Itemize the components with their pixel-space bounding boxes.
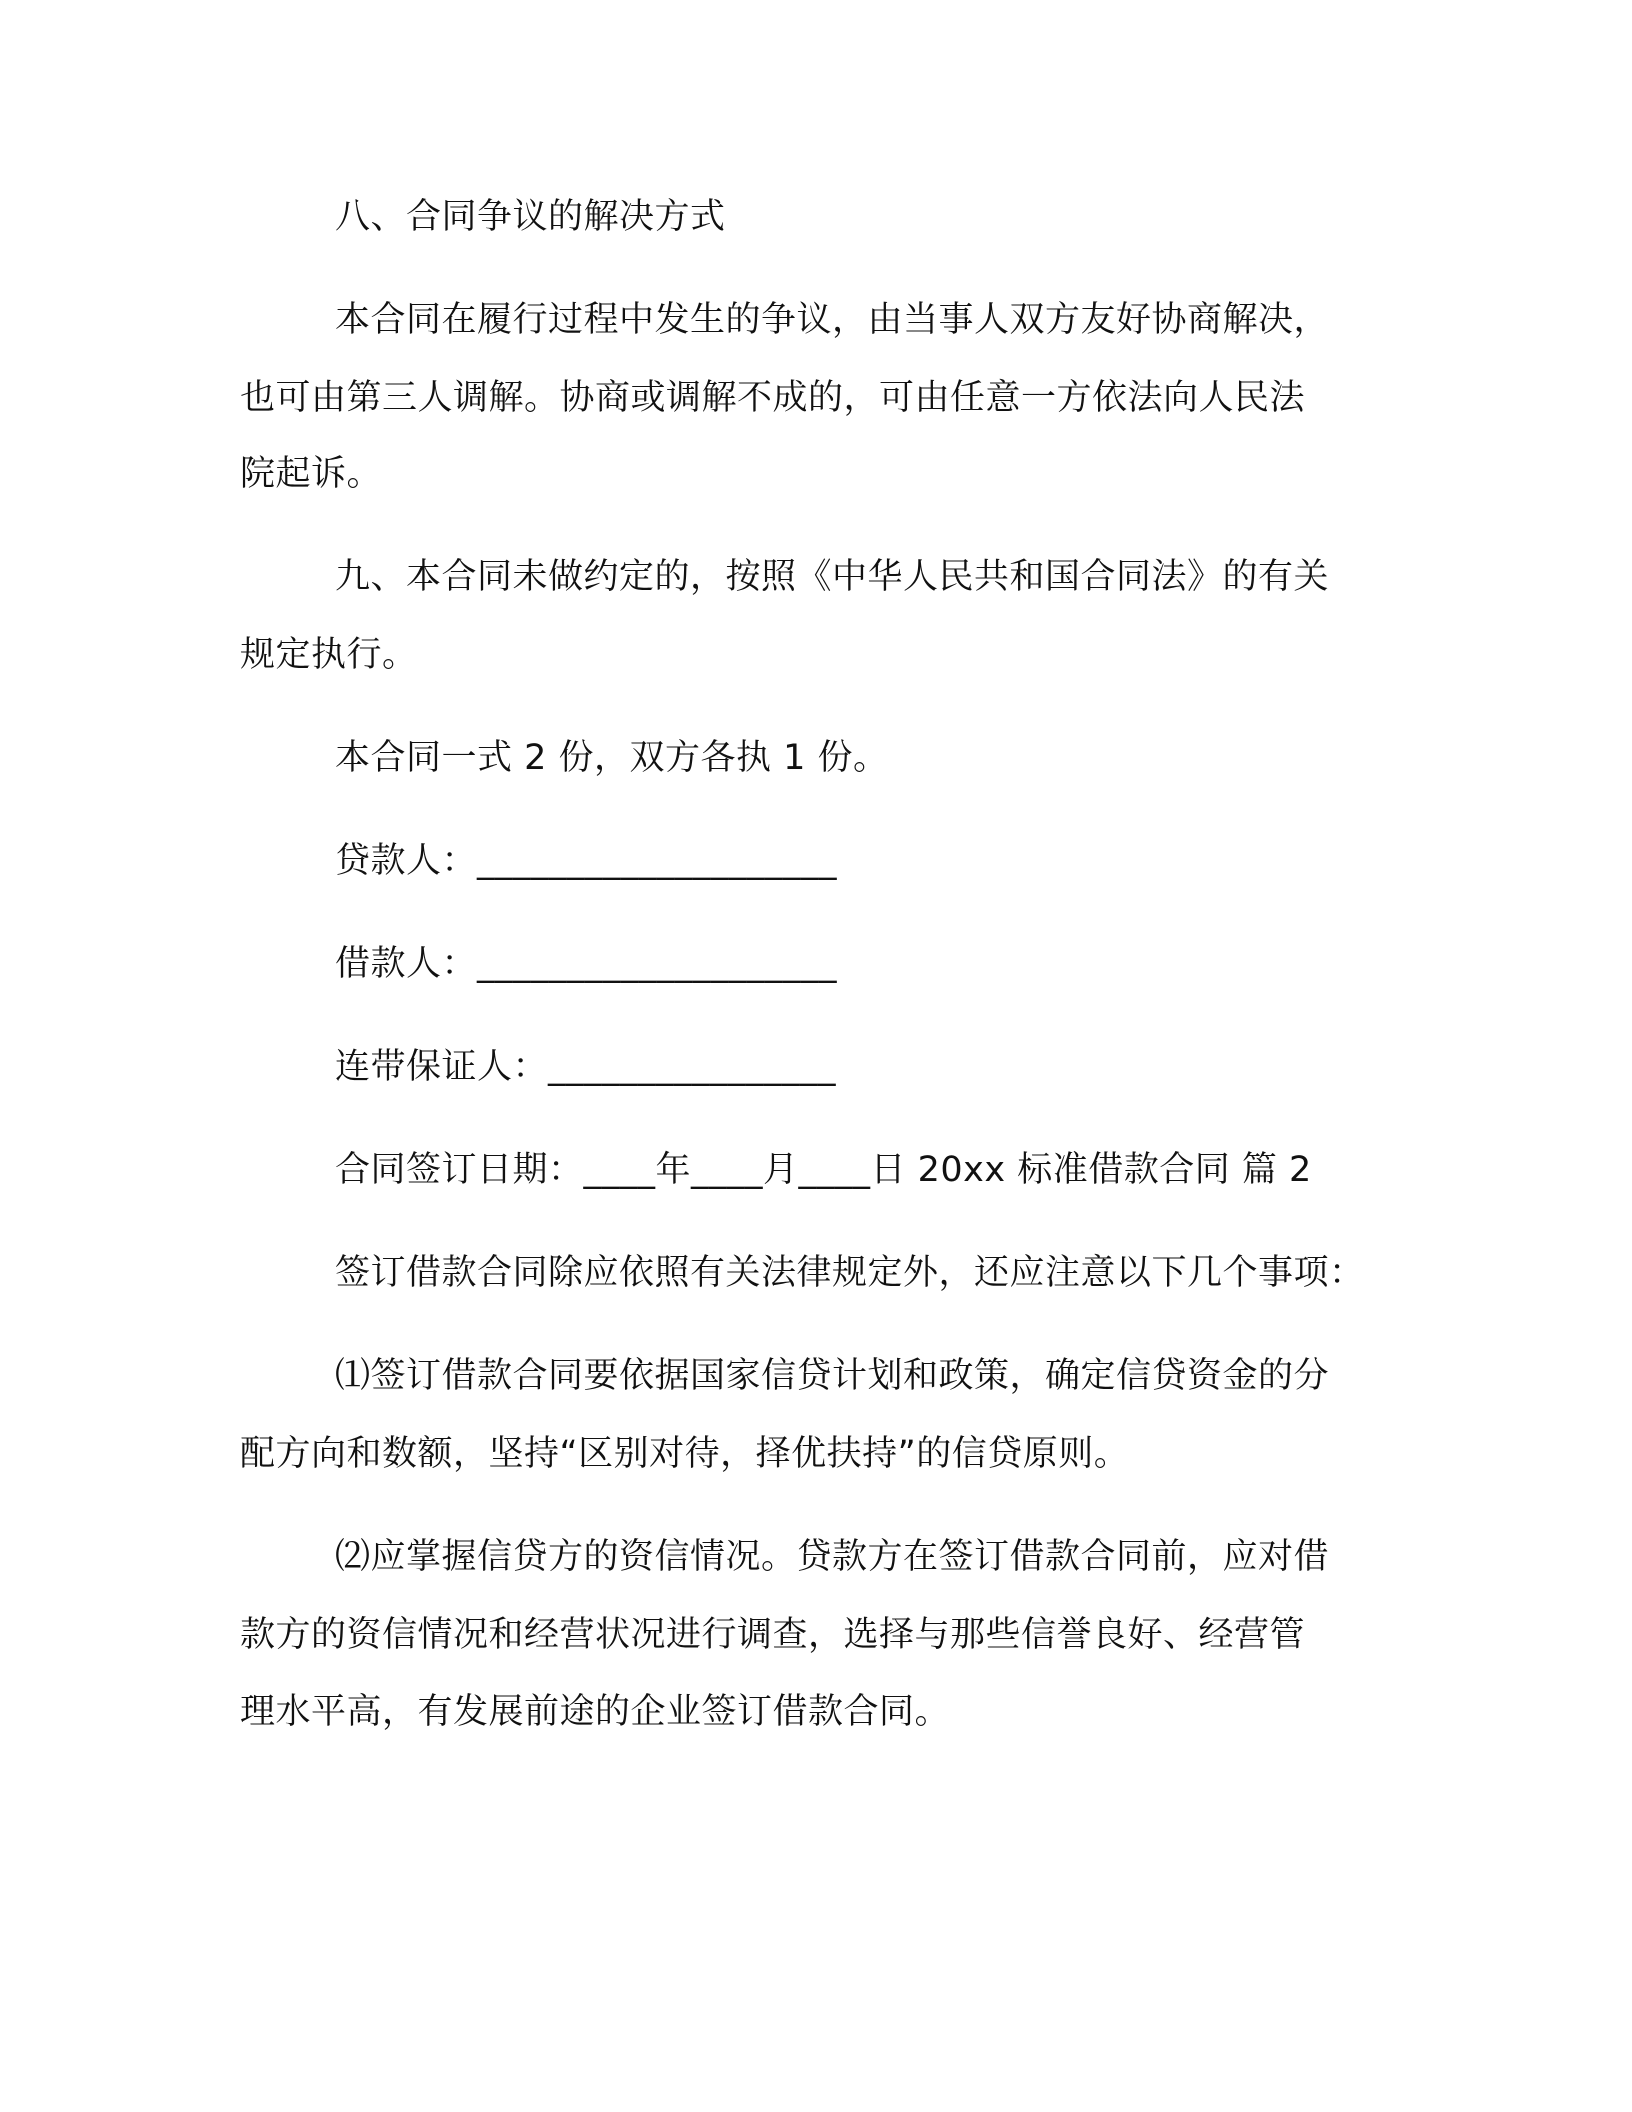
signing-date-line: 合同签订日期：____年____月____日 20xx 标准借款合同 篇 2 [335,1150,1312,1190]
section-8-body-line-3: 院起诉。 [240,454,383,494]
notice-item-2-line-3: 理水平高，有发展前途的企业签订借款合同。 [240,1692,951,1732]
section-9-body-line-1: 九、本合同未做约定的，按照《中华人民共和国合同法》的有关 [335,557,1330,597]
lender-signature-line: 贷款人：____________________ [335,841,838,881]
borrower-signature-line: 借款人：____________________ [335,944,838,984]
section-8-body-line-1: 本合同在履行过程中发生的争议，由当事人双方友好协商解决， [335,300,1330,340]
notice-item-2-line-2: 款方的资信情况和经营状况进行调查，选择与那些信誉良好、经营管 [240,1615,1306,1655]
section-8-heading: 八、合同争议的解决方式 [335,197,726,237]
notice-item-1-line-1: ⑴签订借款合同要依据国家信贷计划和政策，确定信贷资金的分 [335,1356,1330,1396]
notice-item-1-line-2: 配方向和数额，坚持“区别对待，择优扶持”的信贷原则。 [240,1434,1130,1474]
notice-item-2-line-1: ⑵应掌握信贷方的资信情况。贷款方在签订借款合同前，应对借 [335,1537,1330,1577]
notice-intro: 签订借款合同除应依照有关法律规定外，还应注意以下几个事项： [335,1253,1365,1293]
guarantor-signature-line: 连带保证人：________________ [335,1047,837,1087]
copies-statement: 本合同一式 2 份，双方各执 1 份。 [335,738,889,778]
section-9-body-line-2: 规定执行。 [240,635,418,675]
section-8-body-line-2: 也可由第三人调解。协商或调解不成的，可由任意一方依法向人民法 [240,378,1306,418]
